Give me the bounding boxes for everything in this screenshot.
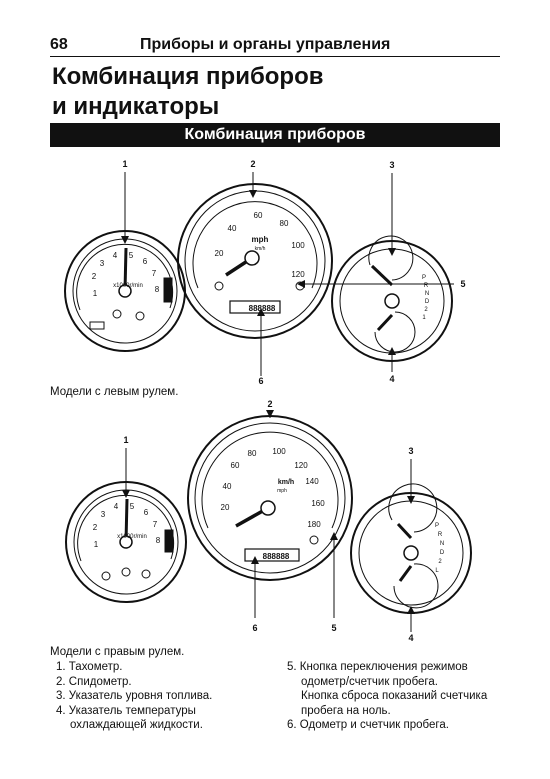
speedo-unit: km/h	[277, 479, 295, 486]
legend-item-5-line1: 5. Кнопка переключения режимов	[287, 661, 468, 673]
gear-label: R	[423, 283, 429, 289]
trip-reset-knob	[310, 536, 318, 544]
legend-item-1: 1. Тахометр.	[56, 661, 123, 673]
figure-caption-rhd: Модели с правым рулем.	[50, 646, 185, 658]
gear-label: P	[434, 523, 440, 529]
tacho-tick-label: 8	[154, 285, 160, 294]
tacho-unit: x1000r/min	[117, 534, 147, 540]
tacho-tick-label: 6	[142, 257, 148, 266]
warning-icon	[215, 282, 223, 290]
gear-label: R	[437, 532, 443, 538]
section-banner-text: Комбинация приборов	[184, 126, 366, 143]
gear-label: P	[421, 275, 427, 281]
odometer-digits: 888888	[262, 552, 290, 561]
tachometer-gauge	[65, 231, 185, 351]
callout-5: 5	[460, 279, 466, 289]
gear-label: 2	[424, 307, 428, 313]
fuel-needle	[372, 266, 392, 285]
tacho-tick-label: 2	[92, 523, 98, 532]
legend-item-5-line4: пробега на ноль.	[301, 704, 391, 717]
section-banner	[50, 123, 500, 147]
speedo-tick-label: 80	[247, 449, 257, 458]
tacho-tick-label: 2	[91, 272, 97, 281]
legend-item-5-line3: Кнопка сброса показаний счетчика	[301, 690, 488, 702]
gear-label: D	[439, 550, 445, 556]
tacho-tick-label: 5	[128, 251, 134, 260]
tachometer-warning-icons	[90, 310, 144, 329]
legend-item-5	[287, 660, 487, 718]
speedo-tick-label: 40	[227, 224, 237, 233]
speedo-tick-label: 20	[220, 503, 230, 512]
page-number: 68	[50, 36, 68, 53]
speedo-unit-sub: mph	[277, 488, 287, 494]
gear-label: D	[424, 299, 430, 305]
speedo-unit-sub: km/h	[254, 246, 266, 252]
section-title-line1: Комбинация приборов	[52, 63, 324, 90]
speedo-tick-label: 20	[214, 249, 224, 258]
gear-label: N	[424, 291, 430, 297]
tachometer-gauge	[66, 482, 186, 602]
callout-6: 6	[252, 623, 258, 633]
tacho-tick-label: 8	[155, 536, 161, 545]
speedo-tick-label: 120	[294, 461, 308, 470]
legend-item-4	[56, 704, 212, 733]
callout-1: 1	[122, 159, 128, 169]
callout-3: 3	[389, 160, 395, 170]
gear-label: 2	[438, 559, 442, 565]
speedo-tick-label: 180	[307, 520, 321, 529]
tacho-tick-label: 7	[151, 269, 157, 278]
callout-lines	[126, 410, 414, 632]
legend-item-6: 6. Одометр и счетчик пробега.	[287, 719, 449, 731]
speedo-tick-label: 100	[272, 447, 286, 456]
legend-item-2: 2. Спидометр.	[56, 675, 132, 688]
gear-label: 1	[422, 315, 426, 321]
fuel-needle	[398, 524, 411, 538]
cluster-figure-rhd	[0, 396, 550, 644]
running-header: Приборы и органы управления	[140, 36, 391, 53]
speedo-tick-label: 140	[305, 477, 319, 486]
callout-4: 4	[389, 374, 395, 384]
legend-item-5-line2: одометр/счетчик пробега.	[301, 675, 438, 688]
speedometer-gauge	[178, 184, 332, 338]
cluster-figure-lhd	[0, 150, 550, 386]
speedo-tick-label: 60	[253, 211, 263, 220]
header-rule	[50, 56, 500, 57]
speedo-unit: mph	[251, 235, 269, 244]
tacho-tick-label: 1	[92, 289, 98, 298]
speedo-tick-label: 60	[230, 461, 240, 470]
callout-2: 2	[267, 399, 273, 409]
legend-item-4-line1: 4. Указатель температуры	[56, 704, 196, 717]
section-title	[52, 62, 324, 122]
callout-3: 3	[408, 446, 414, 456]
tacho-tick-label: 6	[143, 508, 149, 517]
speedo-tick-label: 160	[311, 499, 325, 508]
gear-label: L	[435, 568, 439, 574]
speedo-tick-label: 100	[291, 241, 305, 250]
speedo-tick-label: 120	[291, 270, 305, 279]
callout-5: 5	[331, 623, 337, 633]
tacho-tick-label: 7	[152, 520, 158, 529]
tacho-tick-label: 4	[112, 251, 118, 260]
tacho-tick-label: 3	[100, 510, 106, 519]
section-title-line2: и индикаторы	[52, 93, 220, 120]
legend-right	[287, 660, 487, 733]
callout-6: 6	[258, 376, 264, 386]
callout-4: 4	[408, 633, 414, 643]
legend-left	[56, 660, 212, 733]
tacho-unit: x1000r/min	[113, 283, 143, 289]
tachometer-warning-icons	[102, 568, 150, 580]
tacho-tick-label: 5	[129, 502, 135, 511]
temp-needle	[400, 566, 411, 581]
tacho-tick-label: 4	[113, 502, 119, 511]
legend-item-4-line2: охлаждающей жидкости.	[70, 719, 203, 731]
odometer-digits: 888888	[248, 304, 276, 313]
tacho-tick-label: 3	[99, 259, 105, 268]
temp-needle	[378, 315, 392, 330]
speedo-tick-label: 40	[222, 482, 232, 491]
callout-2: 2	[250, 159, 256, 169]
speedo-tick-label: 80	[279, 219, 289, 228]
legend-item-3: 3. Указатель уровня топлива.	[56, 690, 213, 702]
gear-label: N	[439, 541, 445, 547]
figure-caption-lhd: Модели с левым рулем.	[50, 386, 179, 398]
callout-1: 1	[123, 435, 129, 445]
tacho-tick-label: 1	[93, 540, 99, 549]
